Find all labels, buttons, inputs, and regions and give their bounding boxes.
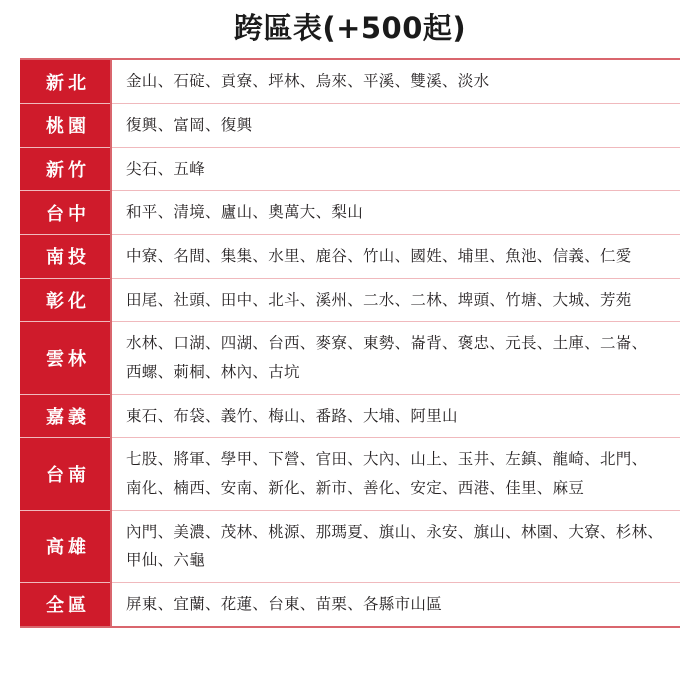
table-row — [20, 103, 680, 147]
area-list-cell — [111, 234, 680, 278]
area-list-cell — [111, 510, 680, 582]
region-label-cell — [20, 278, 111, 322]
region-name: 嘉義 — [46, 406, 90, 428]
region-label-cell — [20, 191, 111, 235]
area-line: 東石、布袋、義竹、梅山、番路、大埔、阿里山 — [126, 406, 458, 425]
region-label-cell — [20, 234, 111, 278]
region-name: 新北 — [46, 72, 90, 94]
region-name: 台南 — [46, 464, 90, 486]
region-name: 彰化 — [46, 290, 90, 312]
region-name: 南投 — [46, 247, 90, 269]
area-list-cell — [111, 322, 680, 394]
area-line: 復興、富岡、復興 — [126, 115, 253, 134]
area-line: 南化、楠西、安南、新化、新市、善化、安定、西港、佳里、麻豆 — [126, 478, 585, 497]
area-list-cell — [111, 59, 680, 103]
region-label-cell — [20, 147, 111, 191]
area-line: 西螺、莿桐、林內、古坑 — [126, 362, 300, 381]
region-name: 全區 — [46, 595, 90, 617]
area-line: 屏東、宜蘭、花蓮、台東、苗栗、各縣市山區 — [126, 594, 443, 613]
region-name: 高雄 — [46, 537, 90, 559]
table-row — [20, 394, 680, 438]
region-label-cell — [20, 438, 111, 510]
region-name: 雲林 — [46, 348, 90, 370]
table-row — [20, 582, 680, 626]
region-label-cell — [20, 103, 111, 147]
region-label-cell — [20, 394, 111, 438]
area-line: 甲仙、六龜 — [126, 551, 206, 570]
page-title: 跨區表(+500起) — [233, 11, 467, 45]
area-list-cell — [111, 147, 680, 191]
area-line: 七股、將軍、學甲、下營、官田、大內、山上、玉井、左鎮、龍崎、北門、 — [126, 450, 648, 469]
area-list-cell — [111, 103, 680, 147]
area-list-cell — [111, 438, 680, 510]
region-label-cell — [20, 582, 111, 626]
table-row — [20, 147, 680, 191]
area-list-cell — [111, 278, 680, 322]
table-row — [20, 438, 680, 510]
area-line: 金山、石碇、貢寮、坪林、烏來、平溪、雙溪、淡水 — [126, 72, 490, 91]
cross-region-table — [20, 58, 680, 627]
table-row — [20, 59, 680, 103]
region-label-cell — [20, 510, 111, 582]
table-row — [20, 510, 680, 582]
area-list-cell — [111, 191, 680, 235]
table-row — [20, 234, 680, 278]
area-line: 田尾、社頭、田中、北斗、溪州、二水、二林、埤頭、竹塘、大城、芳苑 — [126, 290, 632, 309]
table-row — [20, 278, 680, 322]
region-label-cell — [20, 322, 111, 394]
region-name: 新竹 — [46, 159, 90, 181]
area-list-cell — [111, 582, 680, 626]
area-line: 尖石、五峰 — [126, 159, 206, 178]
area-line: 和平、清境、廬山、奧萬大、梨山 — [126, 203, 364, 222]
table-row — [20, 191, 680, 235]
area-line: 中寮、名間、集集、水里、鹿谷、竹山、國姓、埔里、魚池、信義、仁愛 — [126, 246, 632, 265]
region-label-cell — [20, 59, 111, 103]
region-name: 桃園 — [46, 116, 90, 138]
region-name: 台中 — [46, 203, 90, 225]
area-list-cell — [111, 394, 680, 438]
area-line: 水林、口湖、四湖、台西、麥寮、東勢、崙背、褒忠、元長、土庫、二崙、 — [126, 334, 648, 353]
area-line: 內門、美濃、茂林、桃源、那瑪夏、旗山、永安、旗山、林園、大寮、杉林、 — [126, 522, 664, 541]
table-row — [20, 322, 680, 394]
